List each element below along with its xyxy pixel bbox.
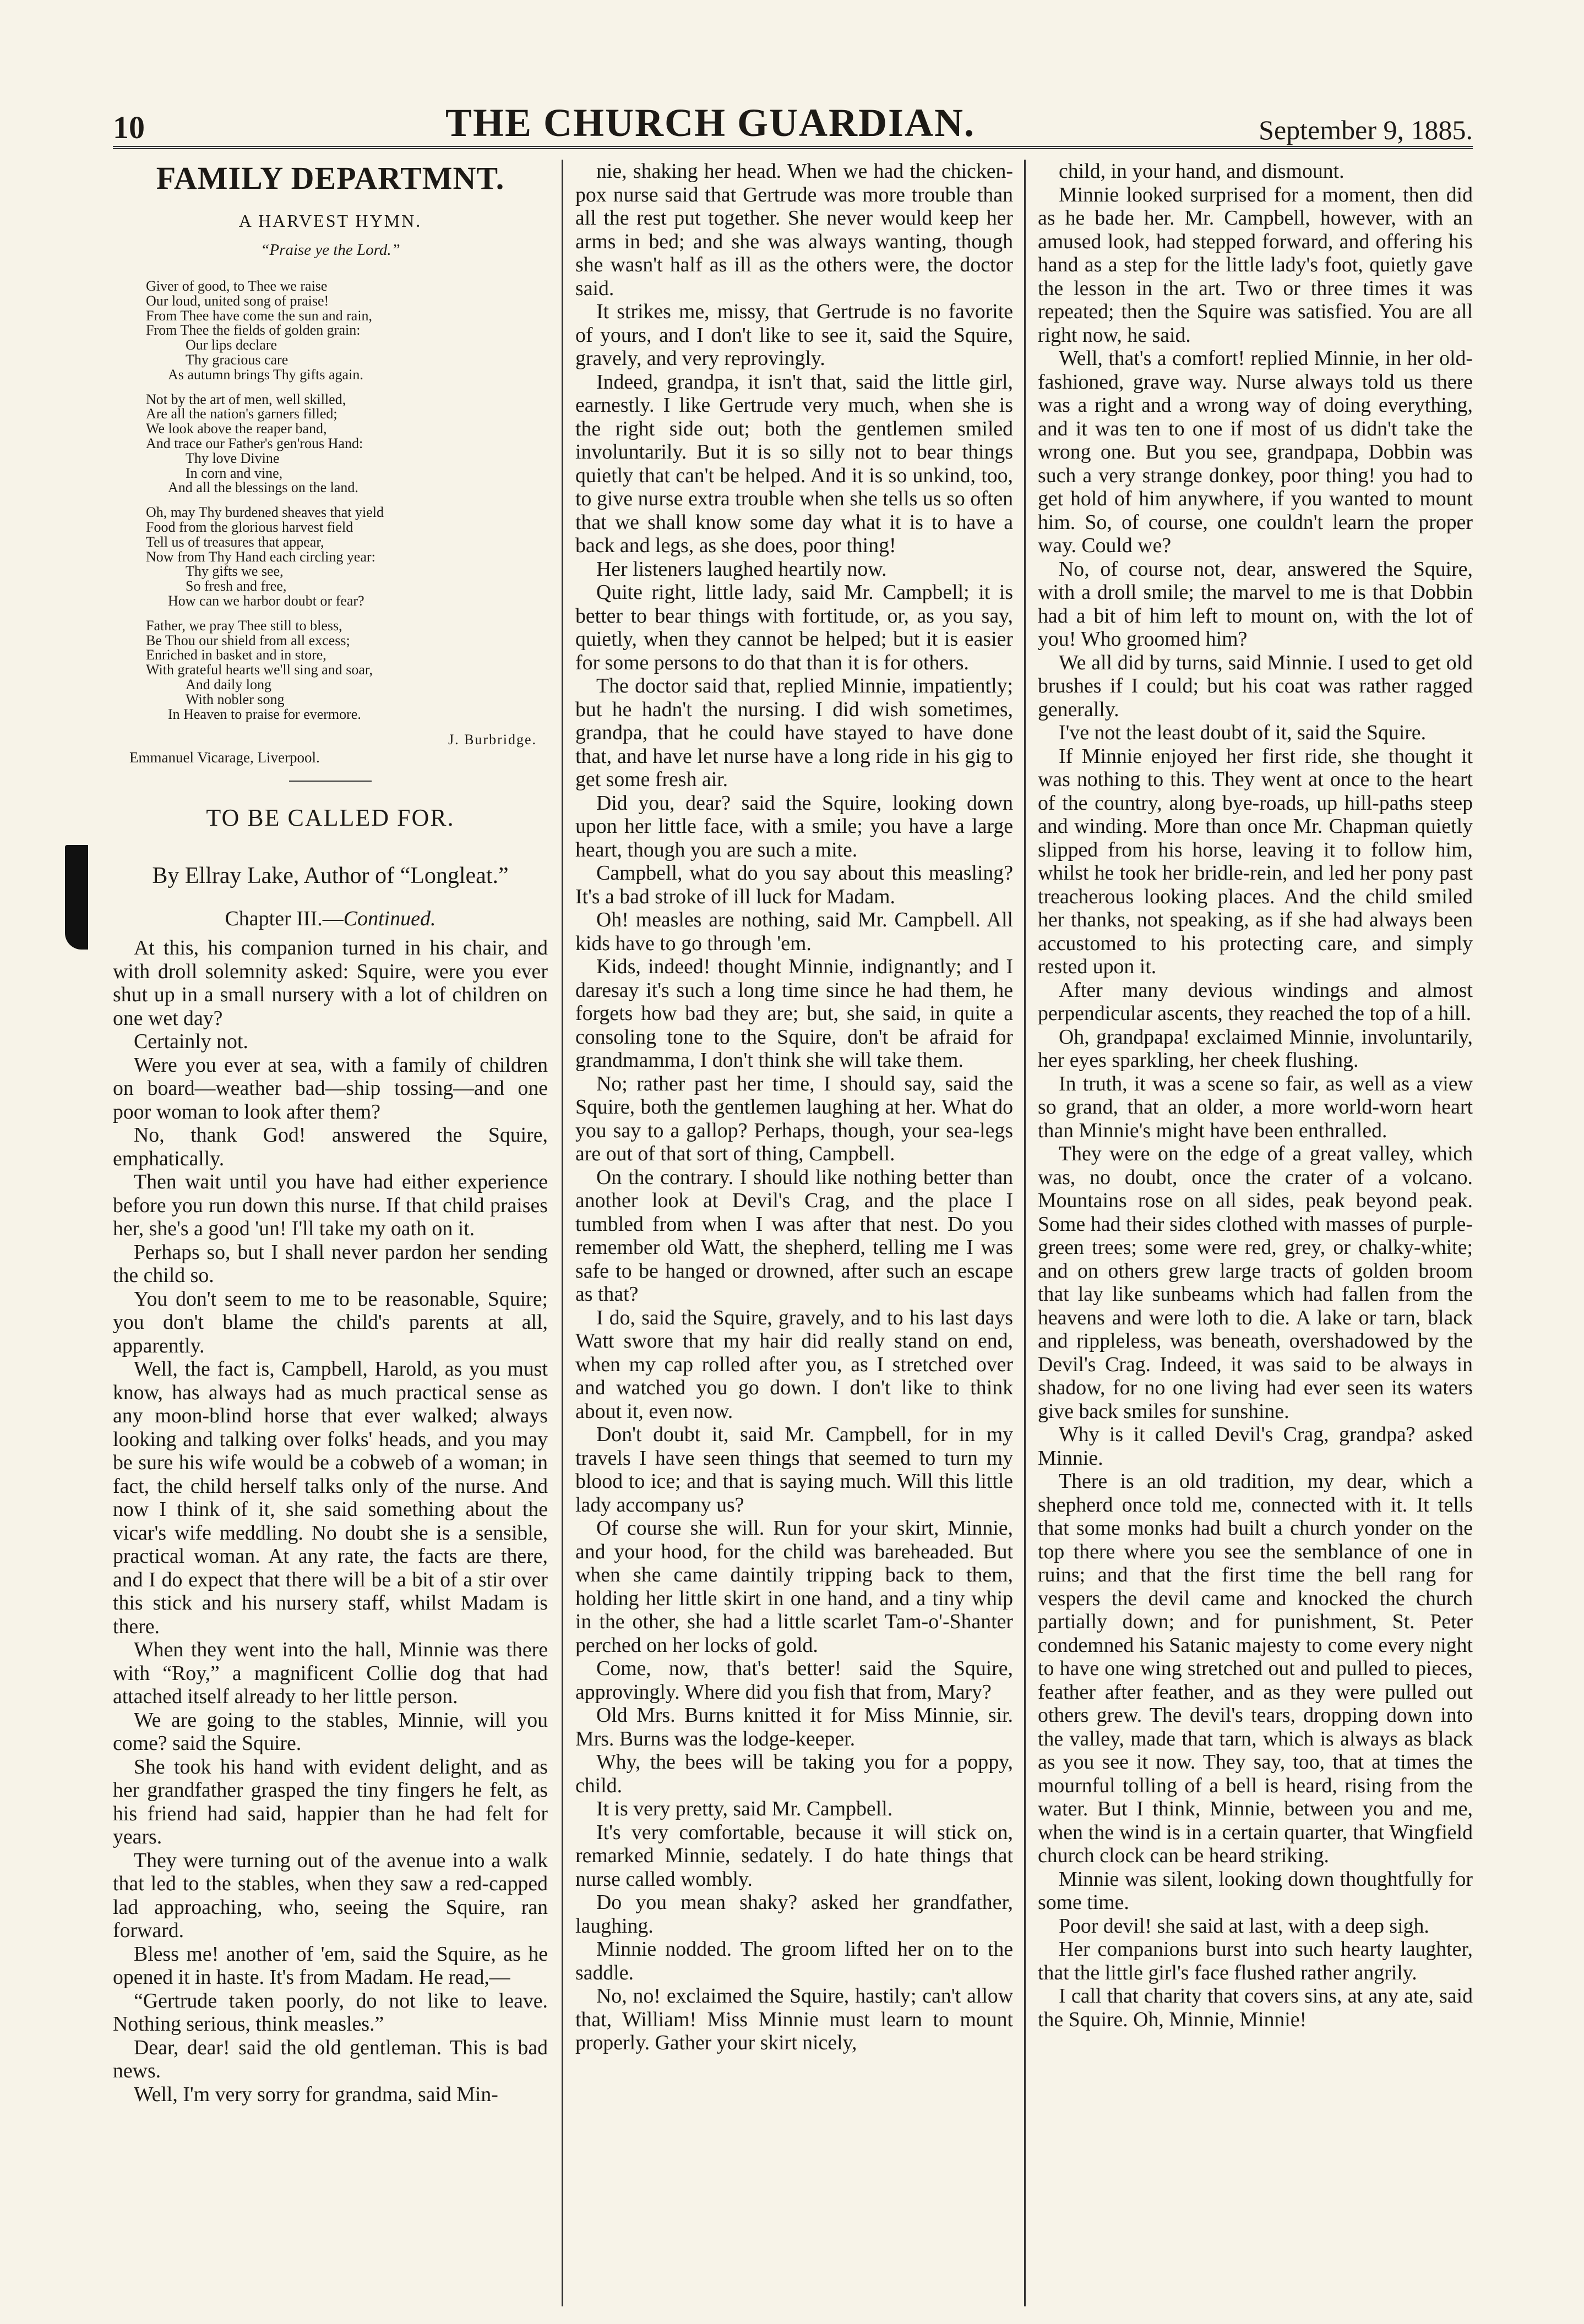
hymn-line: With nobler song — [186, 691, 285, 707]
story-paragraph: There is an old tradition, my dear, which a shepherd once told me, connected with it. It tells that some monks had built a church yonder on the top there where you see the semblance of one in ruins; and that the first time the bell rang for vespers the devil came and knocked the church partially down; and for punishment, St. Peter condemned his Satanic majesty to come every night to have one wing stretched out and pulled to pieces, feather after feather, and as they were pulled out others grew. The devil's tears, dropping down into the valley, made that tarn, which is always as black as you see it now. They say, too, that at times the mournful tolling of a bell is heard, rising from the water. But I think, Minnie, between you and me, when the wind is in a certain quarter, that Wingfield church clock can be heard striking. — [1038, 1470, 1473, 1867]
story-paragraph: Of course she will. Run for your skirt, Minnie, and your hood, for the child was bareheaded. But when she came daintily tripping back to them, holding her little skirt in one hand, and a tiny whip in the other, she had a little scarlet Tam-o'-Shanter perched on her locks of gold. — [575, 1516, 1013, 1657]
hymn-line: And trace our Father's gen'rous Hand: — [146, 435, 363, 451]
story-paragraph: It's very comfortable, because it will stick on, remarked Minnie, sedately. I do hate things that nurse called wombly. — [575, 1820, 1013, 1891]
story-paragraph: No, thank God! answered the Squire, emphatically. — [113, 1123, 548, 1170]
hymn-line: And daily long — [186, 676, 271, 692]
hymn-line: Tell us of treasures that appear, — [146, 533, 324, 550]
story-paragraph: nie, shaking her head. When we had the chicken-pox nurse said that Gertrude was more trouble than all the rest put together. She never would keep her arms in bed; and she was always wanting, though she wasn't half as ill as the others were, the doctor said. — [575, 160, 1013, 300]
story-paragraph: We all did by turns, said Minnie. I used to get old brushes if I could; but his coat was rather ragged generally. — [1038, 651, 1473, 721]
story-paragraph: Well, the fact is, Campbell, Harold, as you must know, has always had as much practical sense as any moon-blind horse that ever walked; always looking and talking over folks' heads, and you may be sure his wife would be a cobweb of a woman; in fact, the child herself talks only of the nurse. And now I think of it, she said something about the vicar's wife meddling. No doubt she is a sensible, practical woman. At any rate, the facts are there, and I do expect that there will be a bit of a stir over this stick and his nursery staff, whilst Madam is there. — [113, 1357, 548, 1638]
hymn-line: From Thee the fields of golden grain: — [146, 322, 361, 339]
hymn-stanza — [146, 619, 548, 722]
hymn-stanza — [146, 392, 548, 496]
story-paragraph: Did you, dear? said the Squire, looking down upon her little face, with a smile; you have a large heart, though you are such a mite. — [575, 791, 1013, 861]
story-paragraph: Bless me! another of 'em, said the Squire, as he opened it in haste. It's from Madam. He read,— — [113, 1942, 548, 1989]
hymn-line: Are all the nation's garners filled; — [146, 406, 338, 422]
story-paragraph: Were you ever at sea, with a family of children on board—weather bad—ship tossing—and one poor woman to look after them? — [113, 1053, 548, 1123]
hymn-line: Food from the glorious harvest field — [146, 519, 353, 535]
hymn-line: With grateful hearts we'll sing and soar, — [146, 662, 373, 678]
hymn-line: Thy love Divine — [186, 450, 280, 466]
column-3 — [1024, 160, 1473, 2306]
story-paragraph: On the contrary. I should like nothing better than another look at Devil's Crag, and the place I tumbled from when I was after that nest. Do you remember old Watt, the shepherd, telling me I was safe to be hanged or drowned, after such an escape as that? — [575, 1165, 1013, 1306]
hymn-line: And all the blessings on the land. — [168, 479, 358, 496]
story-paragraph: I do, said the Squire, gravely, and to his last days Watt swore that my hair did really stand on end, when my cap rolled after you, as I stretched over and watched you go down. I don't like to think about it, even now. — [575, 1306, 1013, 1423]
story-paragraph: Oh! measles are nothing, said Mr. Campbell. All kids have to go through 'em. — [575, 908, 1013, 955]
story-paragraph: Indeed, grandpa, it isn't that, said the little girl, earnestly. I like Gertrude very much, when she is the right side out; both the gentlemen smiled involuntarily. But it is so silly not to bear things quietly that can't be helped. And it is so unkind, too, to give nurse extra trouble when she tells us so often that we shall know some day what it is to have a back and legs, as she does, poor thing! — [575, 370, 1013, 557]
chapter-number: Chapter III. — [225, 907, 323, 931]
story-paragraph: Minnie looked surprised for a moment, then did as he bade her. Mr. Campbell, however, with an amused look, had stepped forward, and offering his hand as a step for the little lady's foot, quietly gave the lesson in the art. Two or three times it was repeated; then the Squire was satisfied. You are all right now, he said. — [1038, 183, 1473, 347]
story-paragraph: Quite right, little lady, said Mr. Campbell; it is better to bear things with fortitude, or, as you say, quietly, when they cannot be helped; but it is easier for some persons to do that than it is for others. — [575, 581, 1013, 674]
story-paragraph: Campbell, what do you say about this measling? It's a bad stroke of ill luck for Madam. — [575, 861, 1013, 908]
story-paragraph: Perhaps so, but I shall never pardon her sending the child so. — [113, 1240, 548, 1288]
story-paragraph: Why is it called Devil's Crag, grandpa? asked Minnie. — [1038, 1423, 1473, 1470]
story-paragraph: Minnie nodded. The groom lifted her on to the saddle. — [575, 1938, 1013, 1984]
hymn-stanza — [146, 505, 548, 609]
column-2 — [562, 160, 1013, 2306]
story-paragraph: Then wait until you have had either experience before you run down this nurse. If that child praises her, she's a good 'un! I'll take my oath on it. — [113, 1170, 548, 1241]
hymn-author: J. Burbridge. — [448, 732, 537, 748]
story-paragraph: Minnie was silent, looking down thoughtfully for some time. — [1038, 1867, 1473, 1914]
story-paragraph: Come, now, that's better! said the Squire, approvingly. Where did you fish that from, Mary? — [575, 1657, 1013, 1704]
hymn-line: Not by the art of men, well skilled, — [146, 391, 346, 407]
story-paragraph: Her listeners laughed heartily now. — [596, 557, 887, 581]
hymn-place: Emmanuel Vicarage, Liverpool. — [129, 749, 320, 766]
story-paragraph: They were turning out of the avenue into a walk that led to the stables, when they saw a red-capped lad approaching, who, seeing the Squire, ran forward. — [113, 1848, 548, 1943]
column-2-text — [575, 160, 1013, 2055]
story-paragraph: Kids, indeed! thought Minnie, indignantly; and I daresay it's such a long time since he had them, he forgets how bad they are; but, she said, in quite a consoling tone to the Squire, don't be afraid for grandmamma, I don't think she will take them. — [575, 955, 1013, 1072]
story-paragraph: At this, his companion turned in his chair, and with droll solemnity asked: Squire, were you ever shut up in a small nursery with a lot of children on one wet day? — [113, 936, 548, 1030]
hymn-line: Giver of good, to Thee we raise — [146, 278, 328, 294]
issue-date: September 9, 1885. — [1259, 114, 1473, 145]
story-paragraph: She took his hand with evident delight, and as her grandfather grasped the tiny fingers he felt, as his friend had said, happier than he had felt for years. — [113, 1755, 548, 1849]
column-1 — [113, 160, 548, 2306]
hymn-line: How can we harbor doubt or fear? — [168, 592, 364, 609]
story-byline: By Ellray Lake, Author of “Longleat.” — [152, 863, 509, 889]
hymn-line: Thy gifts we see, — [186, 563, 284, 580]
story-paragraph: No, of course not, dear, answered the Squire, with a droll smile; the marvel to me is that Dobbin had a bit of him left to mount on, with the lot of you! Who groomed him? — [1038, 557, 1473, 651]
story-paragraph: Don't doubt it, said Mr. Campbell, for in my travels I have seen things that seemed to turn my blood to ice; and that is saying much. Will this little lady accompany us? — [575, 1423, 1013, 1516]
column-3-text — [1038, 160, 1473, 2031]
chapter-heading: Chapter III.—Continued. — [225, 907, 436, 931]
hymn-line: Now from Thy Hand each circling year: — [146, 548, 375, 565]
story-paragraph: Oh, grandpapa! exclaimed Minnie, involuntarily, her eyes sparkling, her cheek flushing. — [1038, 1025, 1473, 1072]
hymn-line: Be Thou our shield from all excess; — [146, 632, 350, 648]
hymn-title: A HARVEST HYMN. — [238, 211, 422, 231]
hymn-line: We look above the reaper band, — [146, 421, 327, 437]
story-paragraph: They were on the edge of a great valley, which was, no doubt, once the crater of a volcano. Mountains rose on all sides, peak beyond peak. Some had their sides clothed with masses of purple-green trees; some were red, grey, or chalky-white; and on others grew large tracts of golden broom that lay like sunbeams which had fallen from the heavens and were loth to die. A lake or tarn, black and rippleless, was beneath, overshadowed by the Devil's Crag. Indeed, it was said to be always in shadow, for no one living had ever seen its waters give back smiles for sunshine. — [1038, 1142, 1473, 1423]
story-paragraph: You don't seem to me to be reasonable, Squire; you don't blame the child's parents at all, apparently. — [113, 1287, 548, 1357]
story-paragraph: “Gertrude taken poorly, do not like to leave. Nothing serious, think measles.” — [113, 1989, 548, 2036]
divider — [289, 781, 372, 782]
story-paragraph: Well, that's a comfort! replied Minnie, in her old-fashioned, grave way. Nurse always told us there was a right and a wrong way of doing everything, and it was ten to one if most of us didn't take the wrong one. But you see, grandpapa, Dobbin was such a very strange donkey, poor thing! you had to get hold of him anywhere, if you wanted to mount him. So, of course, one couldn't learn the proper way. Could we? — [1038, 347, 1473, 557]
margin-marker — [65, 845, 88, 950]
hymn-stanza — [146, 279, 548, 383]
story-paragraph: We are going to the stables, Minnie, will you come? said the Squire. — [113, 1708, 548, 1755]
story-paragraph: No; rather past her time, I should say, said the Squire, both the gentlemen laughing at her. What do you say to a gallop? Perhaps, though, your sea-legs are out of that sort of thing, Campbell. — [575, 1072, 1013, 1165]
story-paragraph: If Minnie enjoyed her first ride, she thought it was nothing to this. They went at once to the heart of the country, along bye-roads, up hill-paths steep and winding. More than once Mr. Chapman quietly slipped from his horse, leaving it to follow him, whilst he took her bridle-rein, and led her pony past treacherous looking places. And the child smiled her thanks, not speaking, as if she had always been accustomed to his protecting care, and simply rested upon it. — [1038, 744, 1473, 978]
hymn-line: As autumn brings Thy gifts again. — [168, 366, 363, 383]
hymn-line: In Heaven to praise for evermore. — [168, 706, 361, 722]
hymn-epigraph: “Praise ye the Lord.” — [260, 241, 400, 259]
story-title: TO BE CALLED FOR. — [206, 804, 455, 832]
story-paragraph: Well, I'm very sorry for grandma, said Min- — [134, 2082, 498, 2106]
hymn-line: From Thee have come the sun and rain, — [146, 307, 373, 324]
department-heading: FAMILY DEPARTMNT. — [156, 160, 505, 196]
hymn-line: Father, we pray Thee still to bless, — [146, 617, 342, 634]
story-paragraph: After many devious windings and almost perpendicular ascents, they reached the top of a hill. — [1038, 978, 1473, 1025]
story-paragraph: No, no! exclaimed the Squire, hastily; can't allow that, William! Miss Minnie must learn to mount properly. Gather your skirt nicely, — [575, 1984, 1013, 2054]
story-paragraph: It strikes me, missy, that Gertrude is no favorite of yours, and I don't like to see it, said the Squire, gravely, and very reprovingly. — [575, 300, 1013, 370]
story-paragraph: Her companions burst into such hearty laughter, that the little girl's face flushed rather angrily. — [1038, 1938, 1473, 1984]
story-paragraph: Certainly not. — [134, 1030, 248, 1054]
hymn-line: In corn and vine, — [186, 465, 283, 481]
chapter-note: Continued. — [343, 907, 436, 931]
masthead — [113, 85, 1473, 149]
story-paragraph: child, in your hand, and dismount. — [1059, 160, 1345, 183]
story-paragraph: Do you mean shaky? asked her grandfather, laughing. — [575, 1891, 1013, 1938]
page-number: 10 — [113, 110, 145, 145]
story-paragraph: Why, the bees will be taking you for a poppy, child. — [575, 1750, 1013, 1797]
hymn-body — [113, 279, 548, 722]
story-paragraph: In truth, it was a scene so fair, as well as a view so grand, that an older, a more world-worn heart than Minnie's might have been enthralled. — [1038, 1072, 1473, 1142]
hymn-line: So fresh and free, — [186, 578, 287, 594]
hymn-line: Our loud, united song of praise! — [146, 292, 329, 309]
hymn-line: Oh, may Thy burdened sheaves that yield — [146, 504, 384, 521]
story-paragraph: Dear, dear! said the old gentleman. This is bad news. — [113, 2036, 548, 2083]
story-paragraph: Old Mrs. Burns knitted it for Miss Minnie, sir. Mrs. Burns was the lodge-keeper. — [575, 1704, 1013, 1750]
story-paragraph: I've not the least doubt of it, said the Squire. — [1059, 721, 1427, 744]
hymn-line: Our lips declare — [186, 337, 277, 353]
story-paragraph: The doctor said that, replied Minnie, impatiently; but he hadn't the nursing. I did wish sometimes, grandpa, that he could have stayed to have done that, and have let nurse have a long ride in his gig to get some fresh air. — [575, 674, 1013, 791]
hymn-line: Enriched in basket and in store, — [146, 647, 326, 663]
story-paragraph: Poor devil! she said at last, with a deep sigh. — [1059, 1914, 1429, 1938]
hymn-line: Thy gracious care — [186, 351, 289, 368]
newspaper-title: THE CHURCH GUARDIAN. — [445, 101, 976, 145]
story-paragraph: When they went into the hall, Minnie was there with “Roy,” a magnificent Collie dog that had attached itself already to her little person. — [113, 1638, 548, 1709]
story-paragraph: It is very pretty, said Mr. Campbell. — [596, 1797, 893, 1820]
story-paragraph: I call that charity that covers sins, at any ate, said the Squire. Oh, Minnie, Minnie! — [1038, 1984, 1473, 2031]
column-1-text — [113, 936, 548, 2106]
